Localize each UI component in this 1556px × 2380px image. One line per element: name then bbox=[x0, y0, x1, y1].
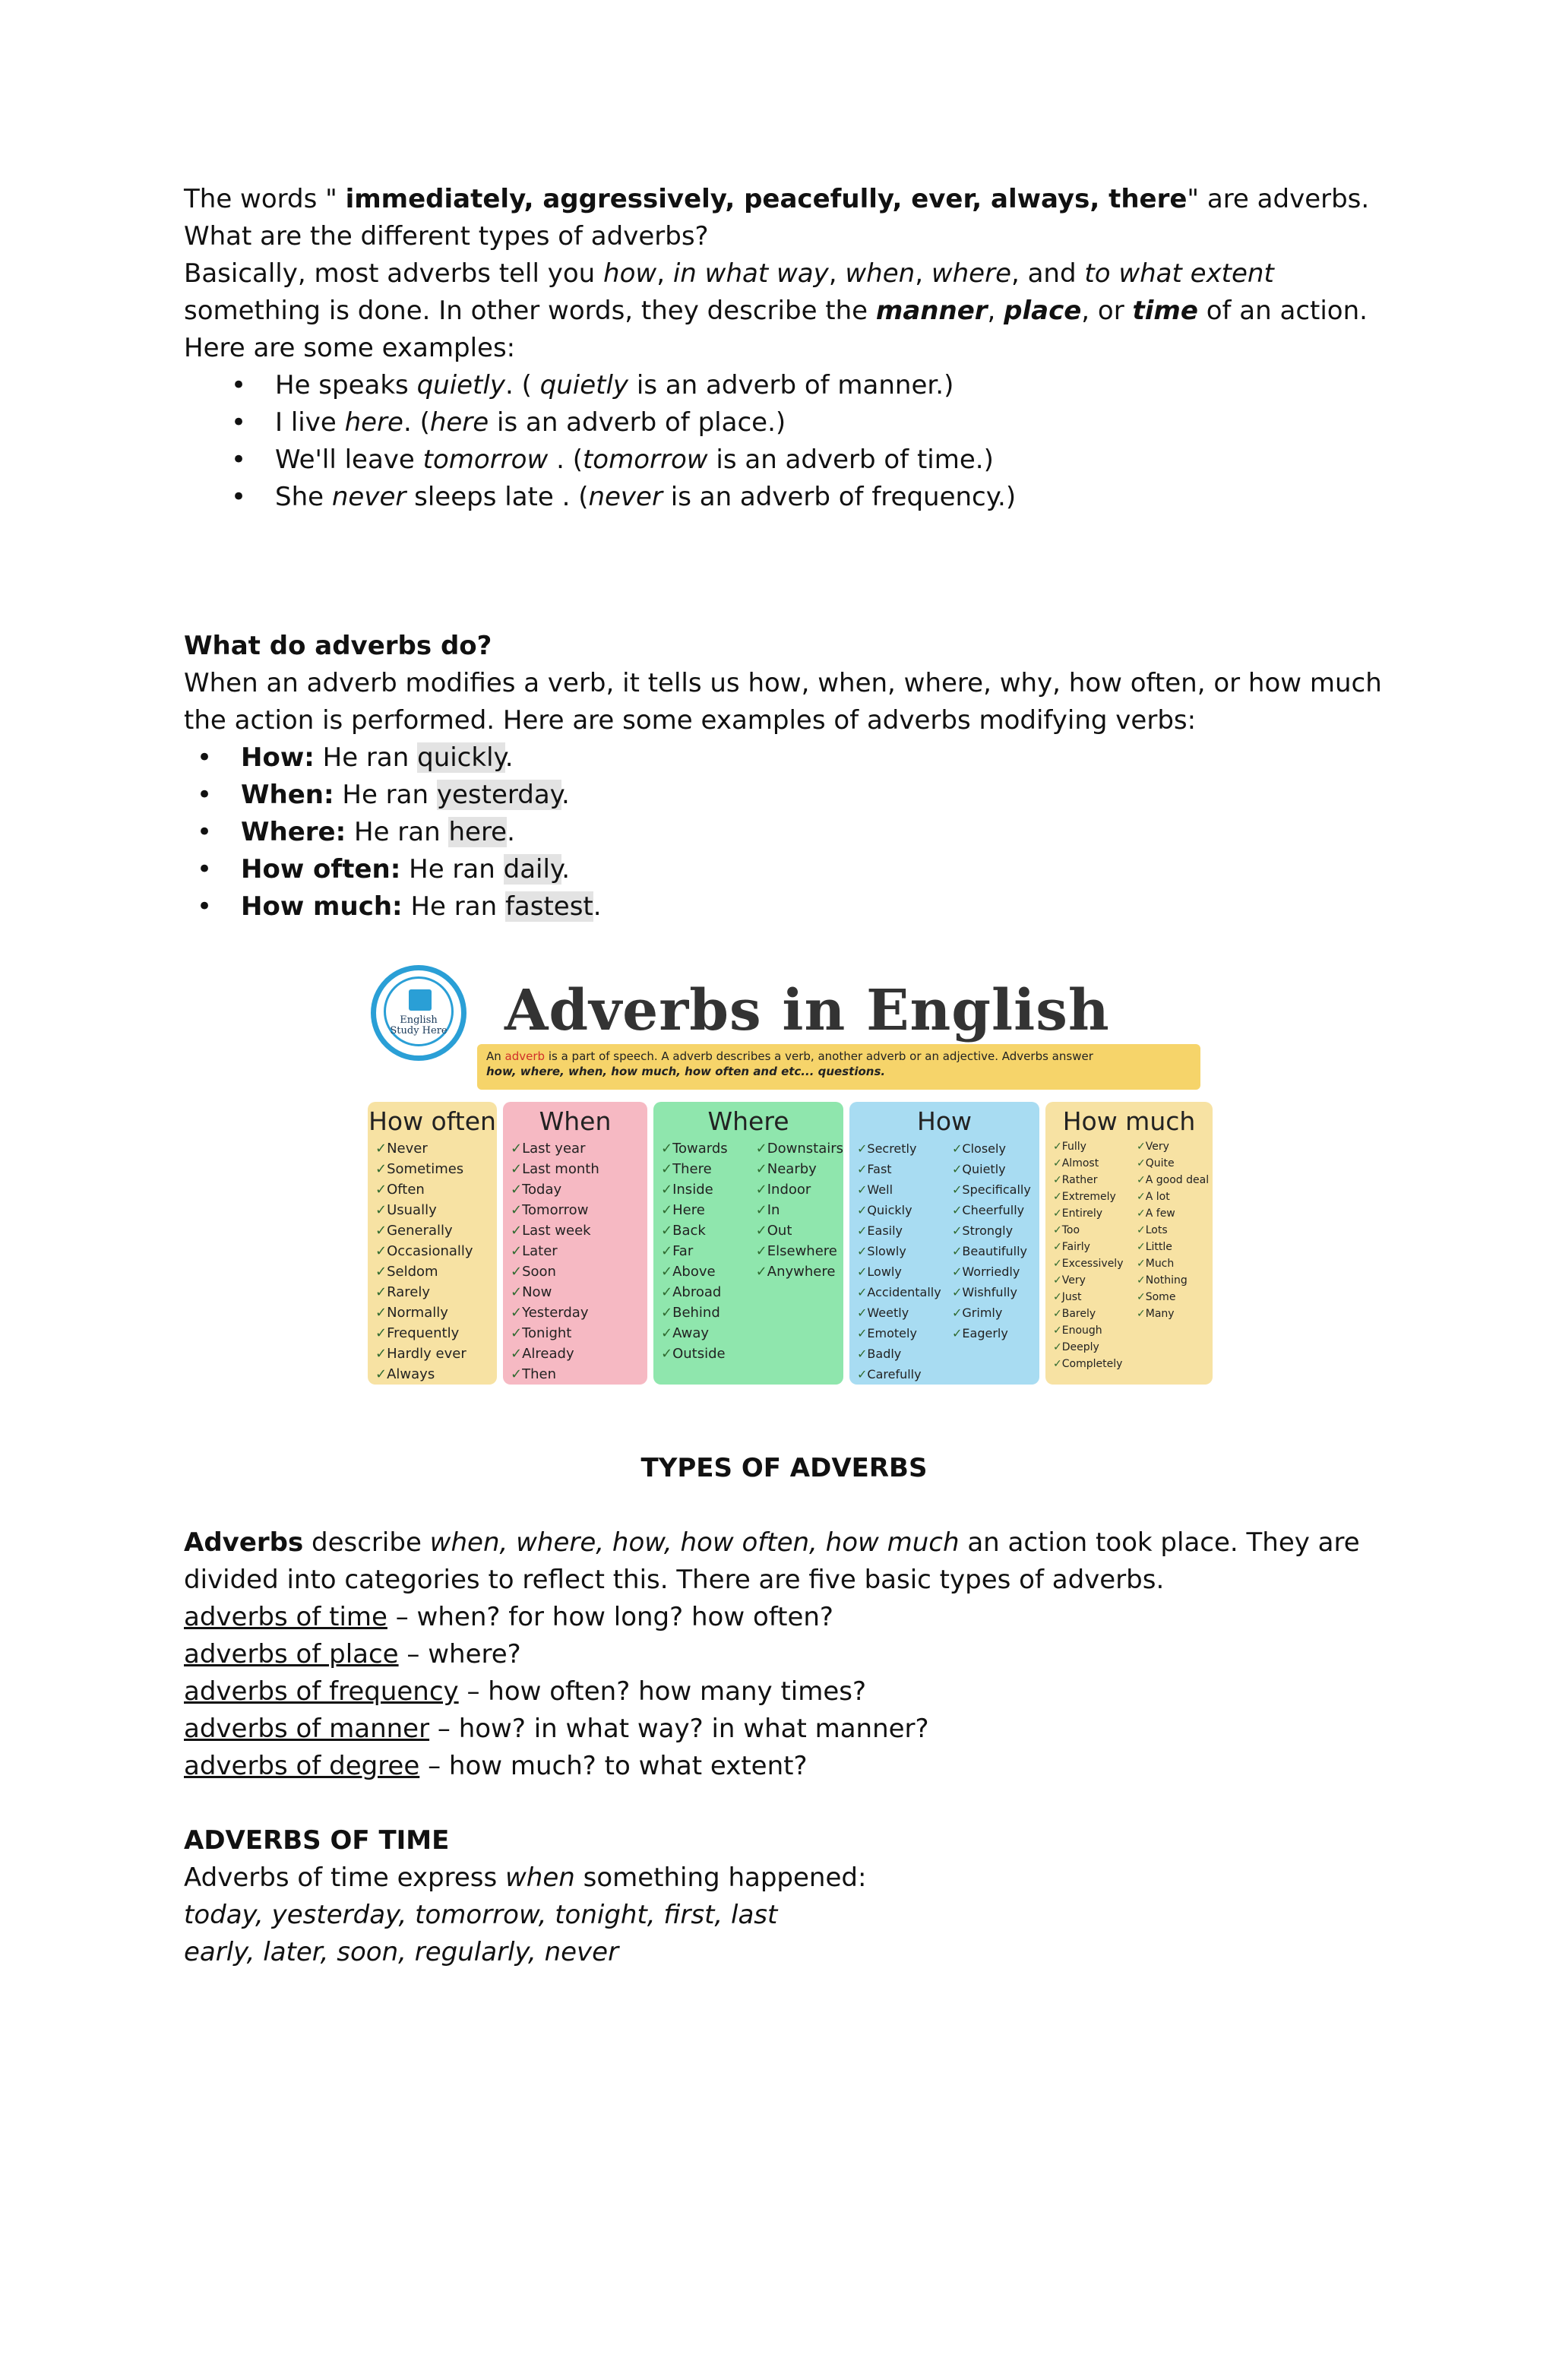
column-item: ✓ Tomorrow bbox=[511, 1200, 647, 1220]
adverbs-infographic bbox=[368, 959, 1219, 1388]
type-link[interactable]: adverbs of degree bbox=[184, 1751, 420, 1781]
column-item: ✓ Badly bbox=[857, 1343, 944, 1364]
column-item: ✓ Emotely bbox=[857, 1323, 944, 1343]
column-item: ✓ Lowly bbox=[857, 1261, 944, 1282]
column-item: ✓ Enough bbox=[1053, 1322, 1129, 1339]
column-item: ✓ Much bbox=[1137, 1255, 1213, 1272]
type-item: adverbs of manner – how? in what way? in what manner? bbox=[184, 1714, 929, 1744]
column-item: ✓ Some bbox=[1137, 1289, 1213, 1306]
column-item: ✓ Nothing bbox=[1137, 1272, 1213, 1289]
column-item: ✓ Seldom bbox=[375, 1261, 497, 1282]
type-item: adverbs of time – when? for how long? how often? bbox=[184, 1602, 833, 1632]
column-item: ✓ Elsewhere bbox=[756, 1241, 843, 1261]
column-item: ✓ Soon bbox=[511, 1261, 647, 1282]
column-when: When ✓ Last year ✓ Last month ✓ Today ✓ Tomorrow ✓ Last week ✓ Later ✓ Soon ✓ Now ✓ Yesterday ✓ Tonight ✓ Already ✓ Then bbox=[503, 1102, 647, 1385]
column-item: ✓ Weetly bbox=[857, 1302, 944, 1323]
column-item: ✓ Excessively bbox=[1053, 1255, 1129, 1272]
list-item: • I live here. (here is an adverb of place.) bbox=[275, 404, 1384, 442]
column-item: ✓ Fully bbox=[1053, 1138, 1129, 1155]
column-item: ✓ Almost bbox=[1053, 1155, 1129, 1172]
column-item: ✓ Completely bbox=[1053, 1356, 1129, 1372]
column-item: ✓ Worriedly bbox=[952, 1261, 1039, 1282]
column-item: ✓ Strongly bbox=[952, 1220, 1039, 1241]
column-item: ✓ Closely bbox=[952, 1138, 1039, 1159]
column-item: ✓ Just bbox=[1053, 1289, 1129, 1306]
column-item: ✓ Very bbox=[1053, 1272, 1129, 1289]
column-item: ✓ Little bbox=[1137, 1239, 1213, 1255]
time-examples-1: today, yesterday, tomorrow, tonight, first, last bbox=[184, 1900, 778, 1930]
intro-paragraph: Basically, most adverbs tell you how, in what way, when, where, and to what extent something is done. In other words, they describe the manner, place, or time of an action. Here are some examples: bbox=[184, 258, 1368, 363]
column-item: ✓ Rather bbox=[1053, 1172, 1129, 1188]
column-item: ✓ Specifically bbox=[952, 1179, 1039, 1200]
column-item: ✓ Fast bbox=[857, 1159, 944, 1179]
type-link[interactable]: adverbs of place bbox=[184, 1639, 399, 1669]
column-item: ✓ In bbox=[756, 1200, 843, 1220]
column-item: ✓ Easily bbox=[857, 1220, 944, 1241]
list-item: • Where: He ran here. bbox=[241, 814, 1384, 851]
column-item: ✓ A lot bbox=[1137, 1188, 1213, 1205]
column-item: ✓ Far bbox=[661, 1241, 748, 1261]
infographic-title: Adverbs in English bbox=[504, 978, 1110, 1043]
column-item: ✓ Fairly bbox=[1053, 1239, 1129, 1255]
column-item: ✓ Beautifully bbox=[952, 1241, 1039, 1261]
column-item: ✓ Towards bbox=[661, 1138, 748, 1159]
column-item: ✓ Last year bbox=[511, 1138, 647, 1159]
column-item: ✓ Extremely bbox=[1053, 1188, 1129, 1205]
type-link[interactable]: adverbs of manner bbox=[184, 1714, 430, 1744]
section-heading-what-do: What do adverbs do? bbox=[184, 631, 492, 661]
list-item: • When: He ran yesterday. bbox=[241, 777, 1384, 814]
column-item: ✓ Abroad bbox=[661, 1282, 748, 1302]
book-icon bbox=[409, 989, 432, 1011]
time-paragraph: Adverbs of time express when something happened: bbox=[184, 1863, 867, 1893]
types-paragraph: Adverbs describe when, where, how, how often, how much an action took place. They are divided into categories to reflect this. There are five basic types of adverbs. bbox=[184, 1527, 1360, 1595]
site-logo: English Study Here bbox=[371, 965, 466, 1061]
column-item: ✓ Occasionally bbox=[375, 1241, 497, 1261]
type-item: adverbs of frequency – how often? how many times? bbox=[184, 1676, 867, 1707]
column-item: ✓ Many bbox=[1137, 1306, 1213, 1322]
column-item: ✓ Now bbox=[511, 1282, 647, 1302]
type-link[interactable]: adverbs of frequency bbox=[184, 1676, 459, 1707]
column-item: ✓ Nearby bbox=[756, 1159, 843, 1179]
column-item: ✓ Here bbox=[661, 1200, 748, 1220]
column-how-much: How much ✓ Fully ✓ Almost ✓ Rather ✓ Extremely ✓ Entirely ✓ Too ✓ Fairly ✓ Excessively ✓ Very ✓ Just ✓ Barely ✓ Enough ✓ Deeply ✓ Completely ✓ Very ✓ Quite ✓ A good deal ✓ A lot ✓ A few ✓ Lots ✓ Little ✓ Much ✓ Nothing ✓ Some ✓ Many bbox=[1045, 1102, 1213, 1385]
column-item: ✓ Rarely bbox=[375, 1282, 497, 1302]
column-item: ✓ Quite bbox=[1137, 1155, 1213, 1172]
time-examples-2: early, later, soon, regularly, never bbox=[184, 1937, 619, 1967]
column-item: ✓ Entirely bbox=[1053, 1205, 1129, 1222]
list-item: • He speaks quietly. ( quietly is an adverb of manner.) bbox=[275, 367, 1384, 404]
definition-banner: An adverb is a part of speech. A adverb describes a verb, another adverb or an adjective. Adverbs answer how, where, when, how much, how often and etc... questions. bbox=[477, 1044, 1200, 1090]
column-item: ✓ Today bbox=[511, 1179, 647, 1200]
column-item: ✓ Barely bbox=[1053, 1306, 1129, 1322]
column-item: ✓ Above bbox=[661, 1261, 748, 1282]
column-item: ✓ Last month bbox=[511, 1159, 647, 1179]
column-item: ✓ Deeply bbox=[1053, 1339, 1129, 1356]
column-item: ✓ Sometimes bbox=[375, 1159, 497, 1179]
column-item: ✓ Back bbox=[661, 1220, 748, 1241]
column-item: ✓ Never bbox=[375, 1138, 497, 1159]
column-item: ✓ Often bbox=[375, 1179, 497, 1200]
column-item: ✓ Wishfully bbox=[952, 1282, 1039, 1302]
column-how: How ✓ Secretly ✓ Fast ✓ Well ✓ Quickly ✓ Easily ✓ Slowly ✓ Lowly ✓ Accidentally ✓ Weetly ✓ Emotely ✓ Badly ✓ Carefully ✓ Closely ✓ Quietly ✓ Specifically ✓ Cheerfully ✓ Strongly ✓ Beautifully ✓ Worriedly ✓ Wishfully ✓ Grimly ✓ Eagerly bbox=[849, 1102, 1039, 1385]
column-item: ✓ Downstairs bbox=[756, 1138, 843, 1159]
column-how-often: How often ✓ Never ✓ Sometimes ✓ Often ✓ Usually ✓ Generally ✓ Occasionally ✓ Seldom ✓ Rarely ✓ Normally ✓ Frequently ✓ Hardly ever ✓ Always bbox=[368, 1102, 497, 1385]
column-item: ✓ Already bbox=[511, 1343, 647, 1364]
column-item: ✓ Accidentally bbox=[857, 1282, 944, 1302]
column-item: ✓ Hardly ever bbox=[375, 1343, 497, 1364]
type-item: adverbs of degree – how much? to what extent? bbox=[184, 1751, 808, 1781]
type-item: adverbs of place – where? bbox=[184, 1639, 521, 1669]
column-item: ✓ Quickly bbox=[857, 1200, 944, 1220]
list-item: • How much: He ran fastest. bbox=[241, 888, 1384, 926]
list-item: • We'll leave tomorrow . (tomorrow is an adverb of time.) bbox=[275, 442, 1384, 479]
column-item: ✓ There bbox=[661, 1159, 748, 1179]
column-item: ✓ Slowly bbox=[857, 1241, 944, 1261]
column-item: ✓ Eagerly bbox=[952, 1323, 1039, 1343]
list-item: • How often: He ran daily. bbox=[241, 851, 1384, 888]
section-paragraph: When an adverb modifies a verb, it tells us how, when, where, why, how often, or how much the action is performed. Here are some examples of adverbs modifying verbs: bbox=[184, 668, 1382, 736]
list-item: • She never sleeps late . (never is an adverb of frequency.) bbox=[275, 479, 1384, 516]
document-body bbox=[184, 181, 1384, 926]
column-item: ✓ Tonight bbox=[511, 1323, 647, 1343]
column-item: ✓ Secretly bbox=[857, 1138, 944, 1159]
column-item: ✓ Quietly bbox=[952, 1159, 1039, 1179]
column-item: ✓ Frequently bbox=[375, 1323, 497, 1343]
column-item: ✓ Well bbox=[857, 1179, 944, 1200]
column-item: ✓ Later bbox=[511, 1241, 647, 1261]
column-item: ✓ Generally bbox=[375, 1220, 497, 1241]
intro-line-1: The words " immediately, aggressively, peacefully, ever, always, there" are adverbs. bbox=[184, 184, 1370, 214]
column-item: ✓ Carefully bbox=[857, 1364, 944, 1385]
column-item: ✓ Away bbox=[661, 1323, 748, 1343]
types-title: TYPES OF ADVERBS bbox=[640, 1453, 928, 1483]
column-item: ✓ Too bbox=[1053, 1222, 1129, 1239]
types-section bbox=[184, 1435, 1384, 1971]
column-item: ✓ Grimly bbox=[952, 1302, 1039, 1323]
column-item: ✓ Yesterday bbox=[511, 1302, 647, 1323]
column-where: Where ✓ Towards ✓ There ✓ Inside ✓ Here ✓ Back ✓ Far ✓ Above ✓ Abroad ✓ Behind ✓ Away ✓ Outside ✓ Downstairs ✓ Nearby ✓ Indoor ✓ In ✓ Out ✓ Elsewhere ✓ Anywhere bbox=[653, 1102, 843, 1385]
column-item: ✓ Then bbox=[511, 1364, 647, 1385]
time-heading: ADVERBS OF TIME bbox=[184, 1825, 450, 1856]
column-item: ✓ Lots bbox=[1137, 1222, 1213, 1239]
column-item: ✓ A good deal bbox=[1137, 1172, 1213, 1188]
column-item: ✓ Indoor bbox=[756, 1179, 843, 1200]
modifier-list bbox=[184, 739, 1384, 926]
column-item: ✓ Behind bbox=[661, 1302, 748, 1323]
column-item: ✓ Usually bbox=[375, 1200, 497, 1220]
column-item: ✓ Anywhere bbox=[756, 1261, 843, 1282]
column-item: ✓ Very bbox=[1137, 1138, 1213, 1155]
column-item: ✓ Inside bbox=[661, 1179, 748, 1200]
intro-line-2: What are the different types of adverbs? bbox=[184, 221, 709, 252]
column-item: ✓ Cheerfully bbox=[952, 1200, 1039, 1220]
examples-list bbox=[184, 367, 1384, 516]
column-item: ✓ A few bbox=[1137, 1205, 1213, 1222]
column-item: ✓ Always bbox=[375, 1364, 497, 1385]
column-item: ✓ Last week bbox=[511, 1220, 647, 1241]
column-item: ✓ Normally bbox=[375, 1302, 497, 1323]
list-item: • How: He ran quickly. bbox=[241, 739, 1384, 777]
type-link[interactable]: adverbs of time bbox=[184, 1602, 387, 1632]
column-item: ✓ Out bbox=[756, 1220, 843, 1241]
column-item: ✓ Outside bbox=[661, 1343, 748, 1364]
